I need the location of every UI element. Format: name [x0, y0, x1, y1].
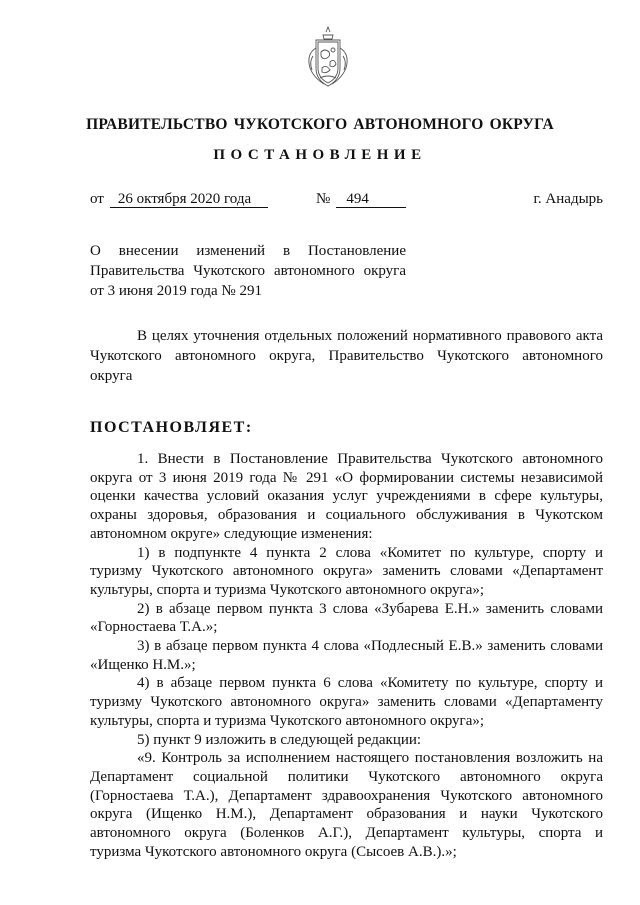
body-line: туризму Чукотского автономного округа» заменить словами «Департаменту — [90, 694, 603, 711]
preamble-line: Чукотского автономного округа, Правительство Чукотского автономного — [90, 348, 603, 364]
document-subject — [90, 241, 406, 301]
body-line: туризма Чукотского автономного округа (Сысоев А.В.).»; — [90, 843, 457, 860]
date-prefix: от — [90, 191, 104, 207]
document-type-title: ПОСТАНОВЛЕНИЕ — [213, 147, 427, 163]
body-line: 4) в абзаце первом пункта 6 слова «Комитету по культуре, спорту и — [137, 675, 603, 692]
body-line: (Горностаева Т.А.), Департамент здравоохранения Чукотского автономного — [90, 787, 603, 804]
body-line: 2) в абзаце первом пункта 3 слова «Зубарева Е.Н.» заменить словами — [137, 600, 603, 617]
body-line: «9. Контроль за исполнением настоящего постановления возложить на — [137, 750, 603, 767]
subject-line: Правительства Чукотского автономного округа — [90, 263, 406, 279]
body-line: культуры, спорта и туризма Чукотского автономного округа»; — [90, 581, 485, 598]
date-value: 26 октября 2020 года — [110, 192, 268, 208]
body-line: 3) в абзаце первом пункта 4 слова «Подлесный Е.В.» заменить словами — [137, 638, 603, 655]
resolves-heading: ПОСТАНОВЛЯЕТ: — [90, 419, 253, 436]
body-line: 1. Внести в Постановление Правительства Чукотского автономного — [137, 451, 603, 467]
document-city: г. Анадырь — [533, 191, 603, 207]
document-body — [90, 450, 603, 861]
preamble-line: В целях уточнения отдельных положений нормативного правового акта — [137, 328, 603, 344]
body-line: туризму Чукотского автономного округа» заменить словами «Департамент — [90, 563, 603, 580]
body-line: 5) пункт 9 изложить в следующей редакции: — [137, 731, 422, 748]
government-title: ПРАВИТЕЛЬСТВО ЧУКОТСКОГО АВТОНОМНОГО ОКРУГА — [86, 116, 554, 133]
body-line: Департамент социальной политики Чукотского автономного округа — [90, 768, 603, 785]
body-line: охраны здоровья, образования и социального обслуживания в Чукотском — [90, 507, 603, 524]
number-value: 494 — [336, 192, 406, 208]
body-line: «Ищенко Н.М.»; — [90, 656, 196, 673]
body-line: культуры, спорта и туризма Чукотского автономного округа»; — [90, 712, 485, 729]
document-date — [90, 191, 268, 208]
body-line: округа (Ищенко Н.М.), Департамент образования и науки Чукотского — [90, 806, 603, 823]
body-line: автономного округа (Боленков А.Г.), Департамент культуры, спорта и — [90, 825, 603, 842]
number-prefix: № — [316, 191, 331, 207]
body-line: автономном округе» следующие изменения: — [90, 525, 373, 542]
body-line: округа от 3 июня 2019 года № 291 «О формировании системы независимой — [90, 469, 603, 486]
coat-of-arms-emblem-icon — [296, 18, 360, 104]
body-line: оценки качества условий оказания услуг учреждениями в сфере культуры, — [90, 488, 603, 505]
preamble — [90, 326, 603, 386]
body-line: 1) в подпункте 4 пункта 2 слова «Комитет по культуре, спорту и — [137, 544, 603, 561]
subject-line: от 3 июня 2019 года № 291 — [90, 283, 262, 299]
subject-line: О внесении изменений в Постановление — [90, 243, 406, 259]
preamble-line: округа — [90, 368, 133, 384]
body-line: «Горностаева Т.А.»; — [90, 619, 218, 636]
document-number — [316, 191, 406, 208]
